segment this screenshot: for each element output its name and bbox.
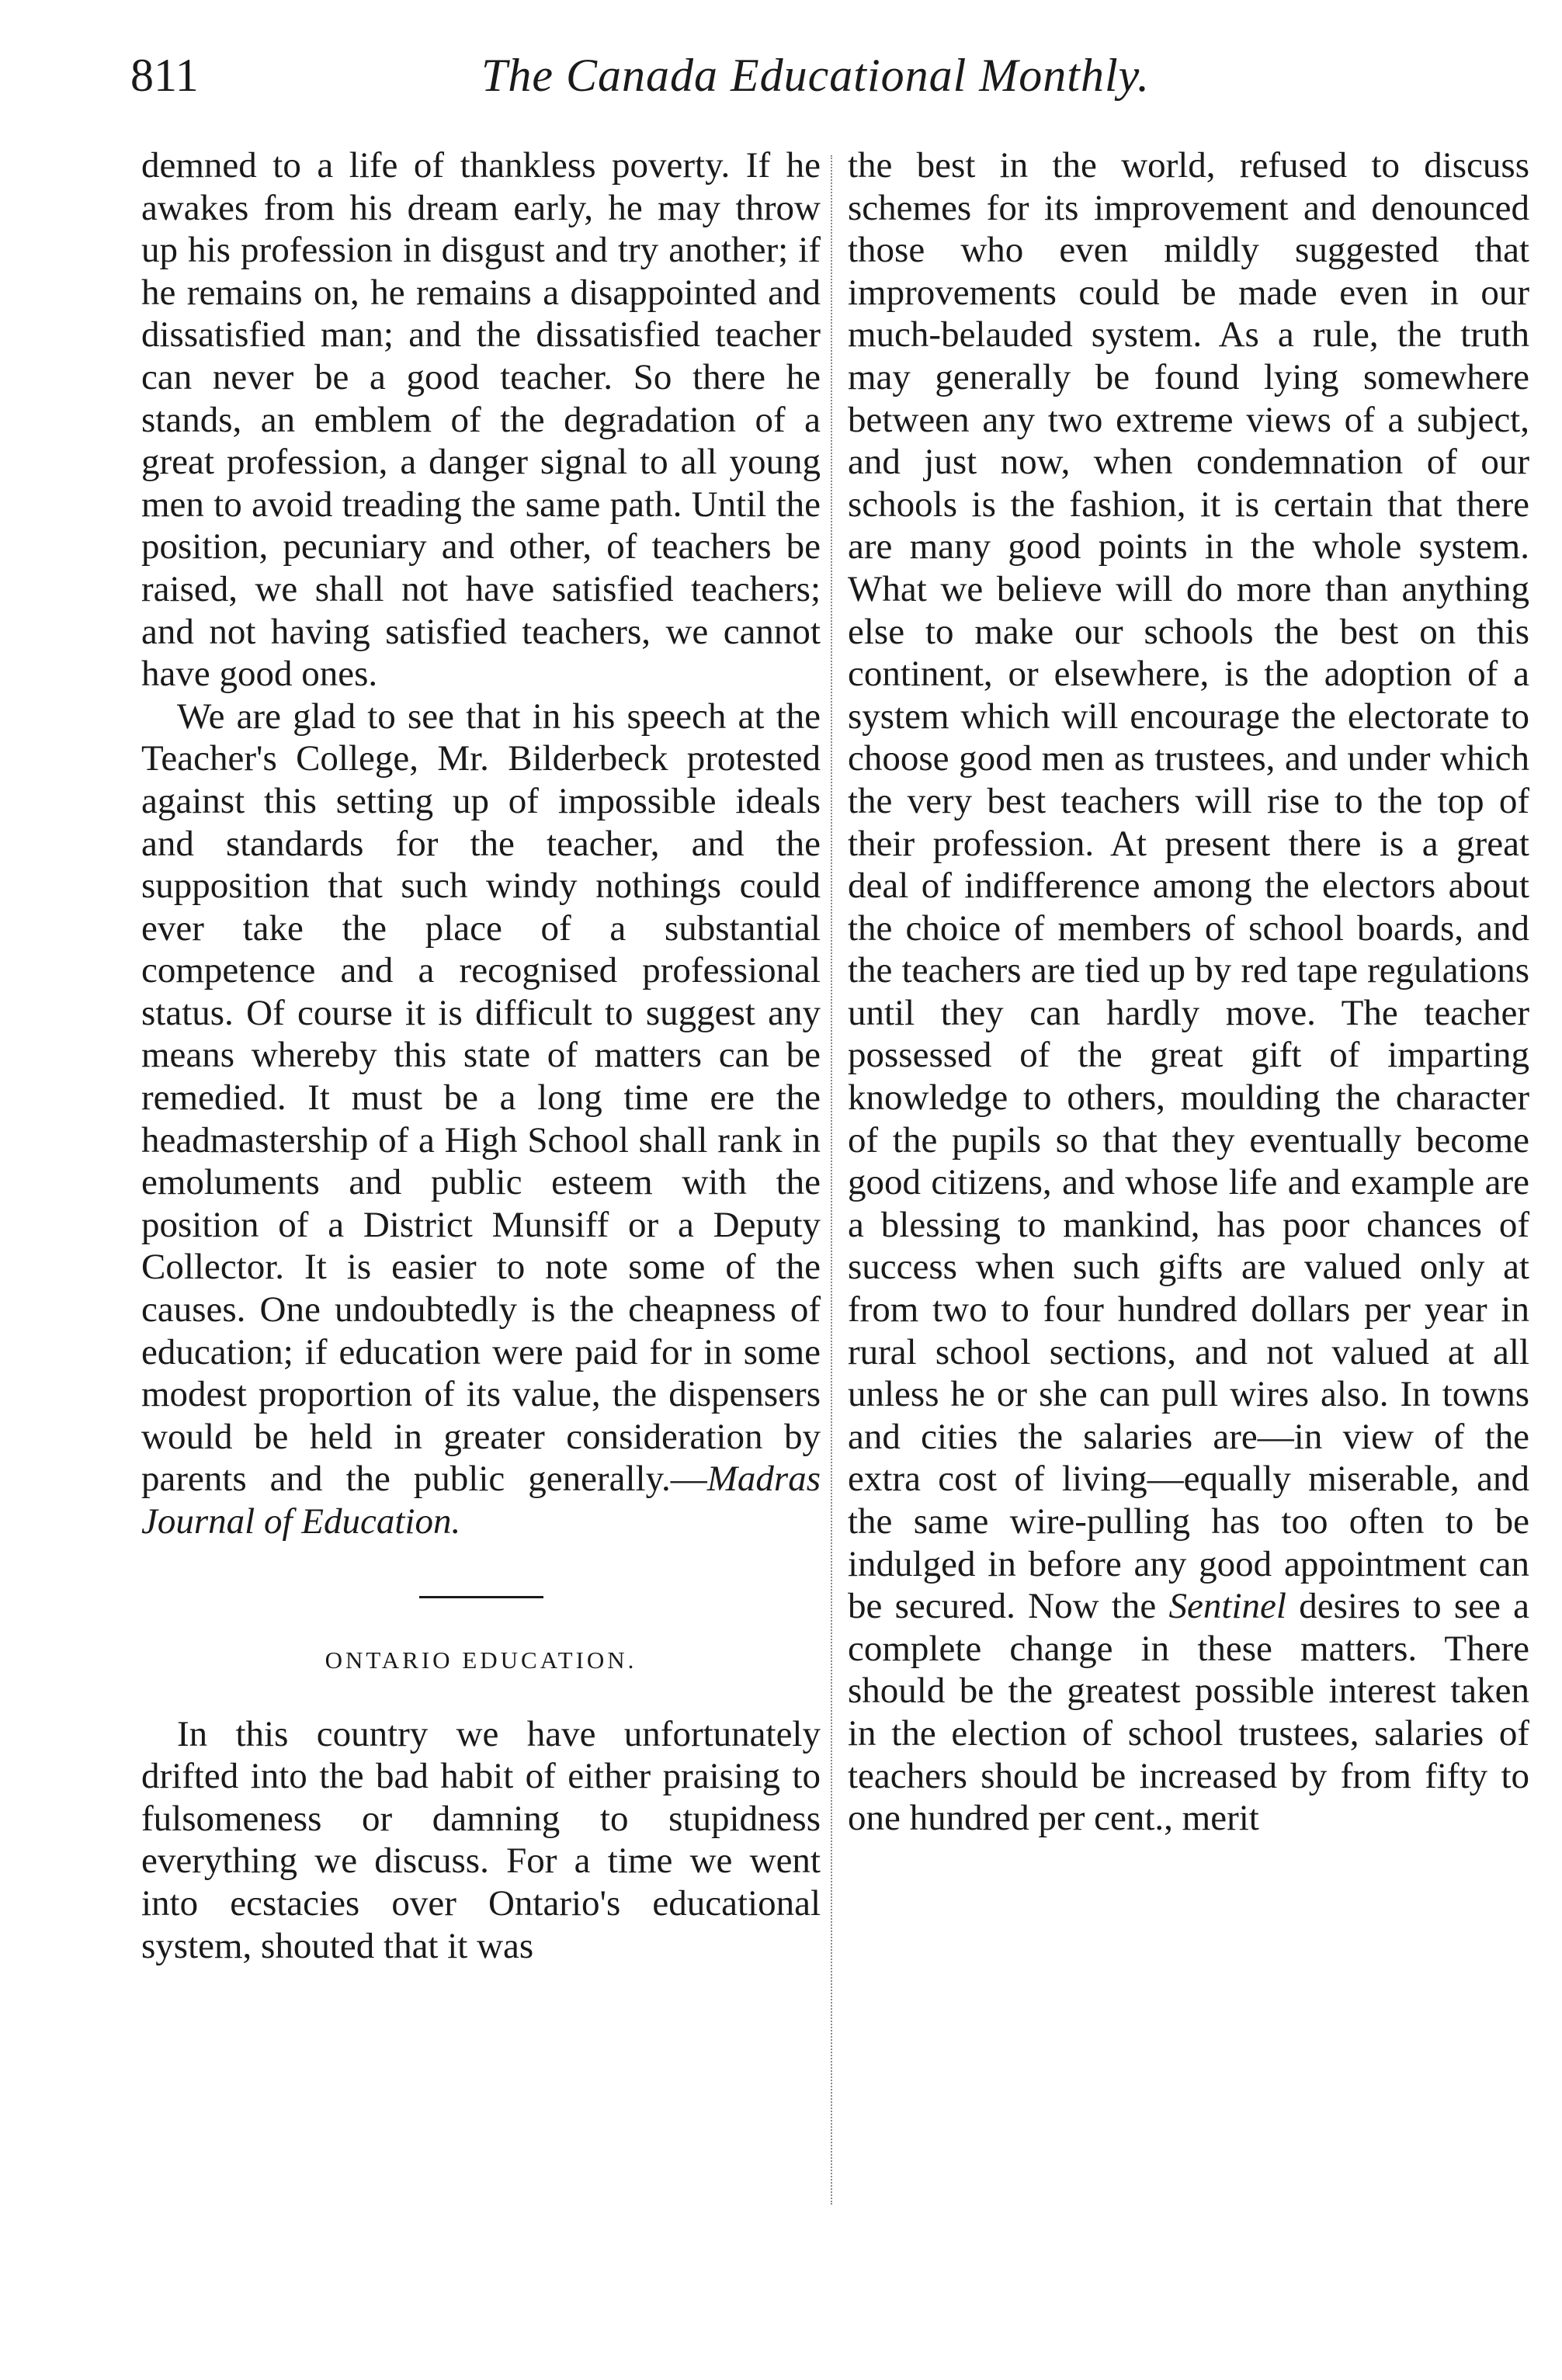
left-paragraph-2 (141, 696, 821, 1543)
column-divider (831, 155, 833, 2205)
left-paragraph-2-text: We are glad to see that in his speech at the Teacher's College, Mr. Bilderbeck protested against this setting up of impossible ideals and standards for the teacher, and the supposition that such windy nothings could ever take the place of a substantial competence and a recognised professional status. Of course it is difficult to suggest any means whereby this state of matters can be remedied. It must be a long time ere the headmastership of a High School shall rank in emoluments and public esteem with the position of a District Munsiff or a Deputy Collector. It is easier to note some of the causes. One undoubtedly is the cheapness of education; if education were paid for in some modest proportion of its value, the dispensers would be held in greater consideration by parents and the public generally.— (141, 696, 821, 1500)
right-column (848, 144, 1529, 1840)
left-paragraph-1: demned to a life of thankless poverty. If he awakes from his dream early, he may throw up his profession in disgust and try another; if he remains on, he remains a disappointed and dissatisfied man; and the dissatisfied teacher can never be a good teacher. So there he stands, an emblem of the degradation of a great profession, a danger signal to all young men to avoid treading the same path. Until the position, pecuniary and other, of teachers be raised, we shall not have satisfied teachers; and not having satisfied teachers, we cannot have good ones. (141, 145, 821, 695)
running-head (0, 40, 1562, 110)
page-number: 811 (130, 50, 199, 101)
section-heading: ONTARIO EDUCATION. (325, 1646, 637, 1674)
right-paragraph-1 (848, 144, 1529, 1840)
left-column (141, 144, 821, 1967)
source-citation: Madras Journal of Education. (141, 1459, 821, 1542)
right-paragraph-1a: the best in the world, refused to discuss schemes for its improvement and denounced those who even mildly suggested that improvements could be made even in our much-belauded system. As a rule, the truth may generally be found lying somewhere between any two extreme views of a subject, and just now, when condemnation of our schools is the fashion, it is certain that there are many good points in the whole system. What we believe will do more than anything else to make our schools the best on this continent, or elsewhere, is the adoption of a system which will encourage the electorate to choose good men as trustees, and under which the very best teachers will rise to the top of their profession. At present there is a great deal of indifference among the electors about the choice of members of school boards, and the teachers are tied up by red tape regulations until they can hardly move. The teacher possessed of the great gift of imparting knowledge to others, moulding the character of the pupils so that they eventually become good citizens, and whose life and example are a blessing to mankind, has poor chances of success when such gifts are valued only at from two to four hundred dollars per year in rural school sections, and not valued at all unless he or she can pull wires also. In towns and cities the salaries are—in view of the extra cost of living—equally miserable, and the same wire-pulling has too often to be indulged in before any good appointment can be secured. Now the (848, 145, 1529, 1627)
newspaper-name: Sentinel (1168, 1586, 1286, 1627)
journal-title: The Canada Educational Monthly. (481, 50, 1150, 101)
section-divider (419, 1596, 543, 1598)
left-paragraph-3: In this country we have unfortunately drifted into the bad habit of either praising to fulsomeness or damning to stupidness everything we discuss. For a time we went into ecstacies over Ontario's educational system, shouted that it was (141, 1713, 821, 1966)
right-paragraph-1b: desires to see a complete change in these matters. There should be the greatest possible interest taken in the election of school trustees, salaries of teachers should be increased by from fifty to one hundred per cent., merit (848, 1586, 1529, 1839)
